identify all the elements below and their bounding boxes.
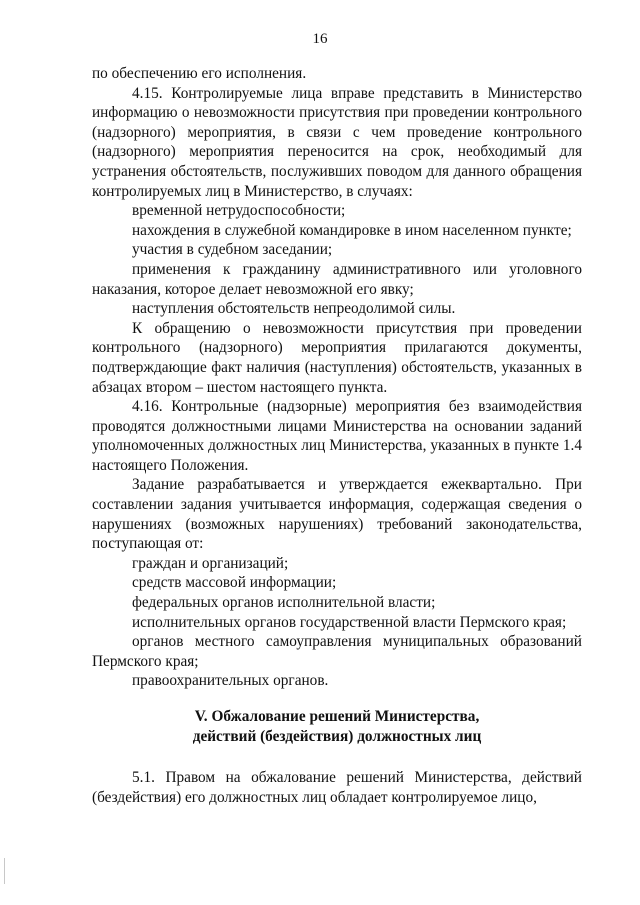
scan-edge-mark [4,858,5,884]
paragraph-documents: К обращению о невозможности присутствия при проведении контрольного (надзорного) мероприятия прилагаются документы, подтверждающие факт наличия (наступления) обстоятельств, указанных в абзацах втором – шестом настоящего пункта. [92,319,582,396]
list-item-law-enforcement: правоохранительных органов. [132,672,329,690]
paragraph-4-15: 4.15. Контролируемые лица вправе представить в Министерство информацию о невозможности присутствия при проведении контрольного (надзорного) мероприятия, в связи с чем проведение контрольного (надзорного) мероприятия переносится на срок, необходимый для устранения обстоятельств, послуживших поводом для данного обращения контролируемых лиц в Министерство, в случаях: [92,84,582,200]
section-heading [92,707,582,746]
page-number: 16 [312,31,328,47]
list-item-media: средств массовой информации; [132,574,337,592]
paragraph-continuation: по обеспечению его исполнения. [92,65,307,82]
list-item-court: участия в судебном заседании; [132,241,333,259]
paragraph-4-16: 4.16. Контрольные (надзорные) мероприятия без взаимодействия проводятся должностными лицами Министерства на основании заданий уполномоченных должностных лиц Министерства, указанных в пункте 1.4 настоящего Положения. [92,398,582,474]
list-item-municipal: органов местного самоуправления муниципальных образований Пермского края; [92,633,582,670]
document-body [92,64,582,807]
list-item-business-trip: нахождения в служебной командировке в ином населенном пункте; [132,221,572,239]
paragraph-task: Задание разрабатывается и утверждается ежеквартально. При составлении задания учитывается информация, содержащая сведения о нарушениях (возможных нарушениях) требований законодательства, поступающая от: [92,476,582,553]
section-heading-line1: V. Обжалование решений Министерства, [194,708,480,725]
list-item-force-majeure: наступления обстоятельств непреодолимой силы. [132,300,456,318]
list-item-regional: исполнительных органов государственной власти Пермского края; [132,613,567,631]
paragraph-5-1: 5.1. Правом на обжалование решений Министерства, действий (бездействия) его должностных лиц обладает контролируемое лицо, [92,769,582,806]
list-item-citizens: граждан и организаций; [132,554,289,572]
list-item-penalty: применения к гражданину административного или уголовного наказания, которое делает невозможной его явку; [92,260,582,298]
list-item-disability: временной нетрудоспособности; [132,202,346,220]
section-heading-line2: действий (бездействия) должностных лиц [192,727,482,745]
list-item-federal: федеральных органов исполнительной власти; [132,594,436,612]
